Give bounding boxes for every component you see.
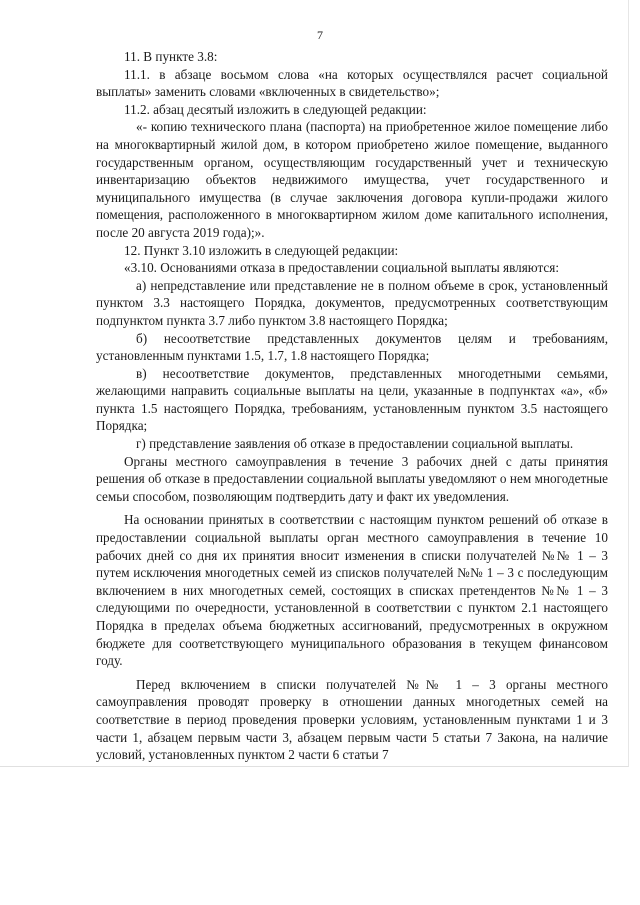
page-number: 7: [317, 28, 323, 42]
list-item-b: б) несоответствие представленных документов целям и требованиям, установленным пунктами 1.5, 1.7, 1.8 настоящего Порядка;: [96, 330, 608, 364]
list-item-g: г) представление заявления об отказе в предоставлении социальной выплаты.: [136, 436, 574, 452]
paragraph-11-1: 11.1. в абзаце восьмом слова «на которых осуществлялся расчет социальной выплаты» заменить словами «включенных в свидетельство»;: [96, 66, 608, 100]
paragraph-12-heading: 12. Пункт 3.10 изложить в следующей редакции:: [124, 242, 399, 258]
paragraph-3-10: «3.10. Основаниями отказа в предоставлении социальной выплаты являются:: [124, 260, 559, 276]
paragraph-11-2-text: «- копию технического плана (паспорта) на приобретенное жилое помещение либо на многоквартирный жилой дом, в котором приобретено жилое помещение, выданного государственным органом, осуществляющим государственный учет и техническую инвентаризацию объектов недвижимого имущества, учет государственного и муниципального имущества (в случае заключения договора купли-продажи жилого помещения, расположенного в многоквартирном жилом доме капитального исполнения, после 20 августа 2019 года);».: [96, 119, 608, 240]
document-body: [96, 48, 608, 764]
paragraph-verification: Перед включением в списки получателей №№ 1 – 3 органы местного самоуправления проводят проверку в отношении данных многодетных семей на соответствие в период проведения проверки условиям, установленным пунктами 1 и 3 части 1, абзацем первым части 3, абзацем первым части 5 статьи 7 Закона, на наличие условий, установленных пунктом 2 части 6 статьи 7: [96, 676, 608, 763]
list-item-v: в) несоответствие документов, представленных многодетными семьями, желающими направить социальные выплаты на цели, указанные в подпунктах «а», «б» пункта 1.5 настоящего Порядка, требованиям, установленным пунктом 3.5 настоящего Порядка;: [96, 365, 608, 434]
list-item-a: а) непредставление или представление не в полном объеме в срок, установленный пунктом 3.3 настоящего Порядка, документов, предусмотренных соответствующим подпунктом пункта 3.7 либо пунктом 3.8 настоящего Порядка;: [96, 277, 608, 328]
paragraph-list-changes: На основании принятых в соответствии с настоящим пунктом решений об отказе в предоставлении социальной выплаты орган местного самоуправления в течение 10 рабочих дней со дня их принятия вносит изменения в списки получателей №№ 1 – 3 путем исключения многодетных семей из списков получателей №№ 1 – 3 с последующим включением в них многодетных семей, состоящих в списках претендентов №№ 1 – 3 следующими по очередности, установленной в соответствии с пунктом 2.1 настоящего Порядка в пределах объема бюджетных ассигнований, предусмотренных в окружном бюджете для соответствующего муниципального образования в текущем финансовом году.: [96, 512, 608, 669]
paragraph-11-2: 11.2. абзац десятый изложить в следующей редакции:: [124, 101, 427, 117]
paragraph-11-heading: 11. В пункте 3.8:: [124, 49, 218, 64]
paragraph-notification: Органы местного самоуправления в течение 3 рабочих дней с даты принятия решения об отказе в предоставлении социальной выплаты уведомляют о нем многодетные семьи способом, позволяющим подтвердить дату и факт их уведомления.: [96, 453, 608, 504]
